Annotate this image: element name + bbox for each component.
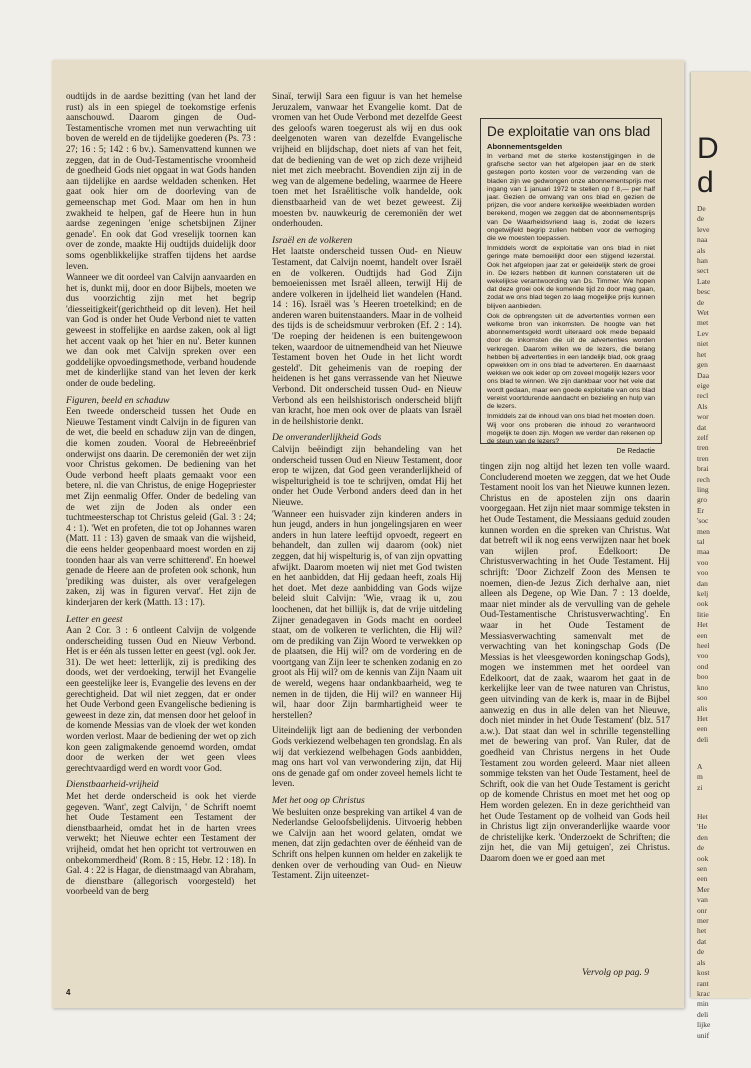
- paragraph: 'Wanneer een huisvader zijn kinderen anders in hun jeugd, anders in hun jongelingsjaren en weer anders in hun latere leeftijd opvoedt, regeert en behandelt, dan zullen wij daarom (ook) niet zeggen, dat hij wispelturig is, of van zijn opvatting afwijkt. Daarom moeten wij niet met God twisten en het aanbidden, dat Hij gedaan heeft, zoals Hij het doet. Met deze aanbidding van Gods wijze beleid sluit Calvijn: 'Wie, vraag ik u, zou loochenen, dat het billijk is, dat de vrije uitdeling Zijner genadegaven in Gods macht en oordeel staat, om de volkeren te verlichten, die Hij wil? om de prediking van Zijn Woord te verwekken op de plaatsen, die Hij wil? om de vordering en de voortgang van Zijn leer te schenken zodanig en zo groot als Hij wil? om de kennis van Zijn Naam uit de wereld, wegens haar ondankbaarheid, weg te nemen in de tijden, die Hij wil? en wanneer Hij wil, haar door Zijn barmhartigheid weer te herstellen?: [272, 509, 462, 721]
- paragraph: oudtijds in de aardse bezitting (van het land der rust) als in een spiegel de toekomstige erfenis aanschouwd. Daarom gingen de Oud-Testamentische vromen met nun verwachting uit boven de wereld en de tijdelijke goederen (Ps. 73 : 27; 16 : 5; 142 : 6 bv.). Samenvattend kunnen we zeggen, dat in de Oud-Testamentische vroomheid de goedheid Gods niet opgaat in wat Gods handen aan tijdelijke en aardse weldaden schenken. Het gaat ook hier om de doorleving van de gemeenschap met God. Maar om hen in hun zwakheid te helpen, gaf de Heere hun in hun aardse zegeningen 'enige schetsbijnen Zijner genade'. En ook dat God vreselijk toornen kan over de zonde, maakte Hij oudtijds duidelijk door soms ogenblikkelijke straffen tijdens het aardse leven.: [66, 92, 256, 272]
- continued-on-page: Vervolg op pag. 9: [582, 968, 650, 978]
- paragraph: Het laatste onderscheid tussen Oud- en Nieuw Testament, dat Calvijn noemt, handelt over Israël en de volkeren. Oudtijds had God Zijn bemoeienissen met Israël alleen, terwijl Hij de andere volkeren in ijdelheid liet wandelen (Hand. 14 : 16). Israël was 's Heeren troetelkind; en de anderen waren buitenstaanders. Maar in de volheid des tijds is de scheidsmuur verbroken (Ef. 2 : 14). 'De roeping der heidenen is een buitengewoon teken, waardoor de uitnemendheid van het Nieuwe Testament boven het Oude in het licht wordt gesteld'. Dit geheimenis van de roeping der heidenen is het gans verrassende van het Nieuwe Verbond. Dit onderscheid tussen Oud- en Nieuw Verbond als een heilshistorisch onderscheid blijft van kracht, hoe men ook over de plaats van Israël in de heilshistorie denkt.: [272, 247, 462, 427]
- paragraph: tingen zijn nog altijd het lezen ten volle waard. Concluderend moeten we zeggen, dat we het Oude Testament nooit los van het Nieuwe kunnen lezen. Christus en de apostelen zijn ons daarin voorgegaan. Het zijn niet maar sommige teksten in het Oude Testament, die Messiaans geduid zouden kunnen worden en die spreken van Christus. Wat dat betreft wil ik nog eens verwijzen naar het boek van wijlen prof. Edelkoort: De Christusverwachting in het Oude Testament. Hij schrijft: 'Door Zichzelf Zoon des Mensen te noemen, dien-de Jezus Zich derhalve aan, niet alleen als Degene, op Wie Dan. 7 : 13 doelde, maar niet minder als de vervulling van de gehele Oud-Testamentische Christusverwachting'. En waar in het Oude Testament de Messiasverwachting samenvalt met de verwachting van het koningschap Gods (De Messias is het vleesgeworden koningschap Gods), mogen we instemmen met het oordeel van Edelkoort, dat de zaak, waarom het gaat in de kerkelijke leer van de twee naturen van Christus, geen uitvinding van de kerk is, maar in de Bijbel aanwezig en dus in alle delen van het Nieuwe, doch niet minder in het Oude Testament' (blz. 517 a.w.). Dat staat dan wel in schrille tegenstelling met de bewering van prof. Van Ruler, dat de goedheid van Christus nergens in het Oude Testament zou worden geleerd. Maar niet alleen sommige teksten van het Oude Testament, heel de Schrift, ook die van het Oude Testament is gericht op de komende Christus en moet met het oog op Hem worden gelezen. En in deze gerichtheid van het Oude Testament op de volheid van Gods heil in Christus ligt zijn onveranderlijke waarde voor de christelijke kerk. 'Onderzoekt de Schriften; die zijn het, die van Mij getuigen', zei Christus. Daarom doen we er goed aan met: [480, 462, 670, 864]
- paragraph: Uiteindelijk ligt aan de bediening der verbonden Gods verkiezend welbehagen ten grondslag. En als wij dat verkiezend welbehagen Gods aanbidden, mag ons hart vol van verwondering zijn, dat Hij ons de genade gaf om onder zoveel hemels licht te leven.: [272, 726, 462, 790]
- paragraph: Calvijn beëindigt zijn behandeling van het onderscheid tussen Oud en Nieuw Testament, door erop te wijzen, dat God geen veranderlijkheid of wispelturigheid is toe te schrijven, omdat Hij het onder het Oude Verbond anders deed dan in het Nieuwe.: [272, 445, 462, 508]
- notice-title: De exploitatie van ons blad: [487, 124, 651, 139]
- notice-paragraph: Ook de opbrengsten uit de advertenties vormen een welkome bron van inkomsten. De hoogte van het abonnementsgeld wordt uiteraard ook mede bepaald door de inkomsten die uit de advertenties worden verkregen. Daarom willen we de lezers, die belang hebben bij advertenties in een landelijk blad, ook graag opwekken om in ons blad te adverteren. En daarnaast wekken we ook ieder op om zoveel mogelijk lezers voor ons blad te winnen. We zijn dankbaar voor het vele dat wordt gedaan, maar een goede exploitatie van ons blad vereist voortdurende aandacht en bezieling en hulp van de lezers.: [487, 312, 655, 411]
- next-page-fragment-bottom: Het 'He den de ook sen een Mer van onr mer het dat de als kost rant krac min deli lijke unif: [697, 812, 711, 1040]
- notice-paragraph: Inmiddels wordt de exploitatie van ons blad in niet geringe mate bemoeilijkt door een stijgend lezerstal. Ook het afgelopen jaar zat er geleidelijk sterk de groei in. De lezers hebben dit kunnen constateren uit de wekelijkse verantwoording van Ds. Timmer. We hopen dat deze groei ook de komende tijd zo door mag gaan, zodat we ons blad tegen zo laag mogelijke prijs kunnen blijven aanbieden.: [487, 245, 655, 310]
- notice-signature: De Redactie: [616, 448, 655, 456]
- article-column-2: [272, 92, 462, 883]
- paragraph: Sinaï, terwijl Sara een figuur is van het hemelse Jeruzalem, vanwaar het Evangelie komt. Dat de vromen van het Oude Verbond met dezelfde Geest des geloofs waren toegerust als wij en dus ook deelgenoten waren van dezelfde Evangelische vrijheid en blijdschap, doet niets af van het feit, dat de bediening van de wet op zich deze vrijheid niet met zich meebracht. Bovendien zijn zij in de weg van de algemene bedeling, waarmee de Heere toen met het Israëlitische volk handelde, ook dienstbaarheid van de wet bezet geweest. Zij moesten bv. nauwkeurig de ceremoniën der wet onderhouden.: [272, 92, 462, 230]
- next-page-heading: D d: [697, 132, 719, 199]
- paragraph: Wanneer we dit oordeel van Calvijn aanvaarden en het is, dunkt mij, door en door Bijbels, moeten we dus voorzichtig zijn met het begrip 'diesseitigkeit'(gerichtheid op dit leven). Het heil van God is onder het Oude Verbond niet te vatten geweest in stoffelijke en aardse zaken, ook al ligt het accent vaak op het 'hier en nu'. Beter kunnen we dan ook met Calvijn spreken over een goddelijke opvoedingsmethode, verband houdende met de kinderlijke stand van het leven der kerk onder de oude bedeling.: [66, 273, 256, 390]
- page-number: 4: [66, 988, 71, 997]
- paragraph: We besluiten onze bespreking van artikel 4 van de Nederlandse Geloofsbelijdenis. Uitvoerig hebben we Calvijn aan het woord gelaten, omdat we menen, dat zijn gedachten over de éénheid van de Schrift ons helpen kunnen om helder en zakelijk te denken over de verhouding van Oud- en Nieuw Testament. Zijn uiteenzet-: [272, 807, 462, 882]
- editorial-notice-box: [480, 118, 662, 456]
- section-heading: Met het oog op Christus: [272, 795, 365, 806]
- paragraph: Met het derde onderscheid is ook het vierde gegeven. 'Want', zegt Calvijn, ' de Schrift noemt het Oude Testament een Testament der dienstbaarheid, omdat het in de harten vrees verwekt; het Nieuwe echter een Testament der vrijheid, omdat het hen opricht tot vertrouwen en onbekommerdheid' (Rom. 8 : 15, Hebr. 12 : 18). In Gal. 4 : 22 is Hagar, de dienstmaagd van Abraham, de dienstbare (allegorisch voorgesteld) het voorbeeld van de berg: [66, 792, 256, 898]
- section-heading: Israël en de volkeren: [272, 234, 353, 246]
- next-page-fragment-top: De de leve naa als han sect Late besc de Wet met Lev niet het gen Daa eige recl Als wor dat zelf tren tren brai rech ling gro Er 'soc men tal maa voo voo dan kelj ook litie Het een heel voo ond boo kno soo alis Het een deli: [697, 204, 711, 744]
- section-heading: Figuren, beeld en schaduw: [66, 394, 170, 406]
- article-column-3: [480, 462, 670, 866]
- notice-paragraph: In verband met de sterke kostenstijgingen in de grafische sector van het afgelopen jaar en de sterk gestegen porto kosten voor de verzending van de bladen zijn we gedwongen onze abonnementsprijs met ingang van 1 januari 1972 te stellen op f 8,— per half jaar. Gezien de omvang van ons blad en gezien de prijzen, die voor andere kerkelijke weekbladen worden berekend, mogen we zeggen dat de abonnementsprijs van De Waarheidsvriend laag is, zodat de lezers ongetwijfeld begrip zullen hebben voor de verhoging die we moesten toepassen.: [487, 153, 655, 243]
- next-page-edge: [691, 72, 751, 1040]
- section-heading: Dienstbaarheid-vrijheid: [66, 779, 159, 791]
- notice-body: [487, 153, 655, 446]
- paragraph: Aan 2 Cor. 3 : 6 ontleent Calvijn de volgende onderscheiding tussen Oud en Nieuw Verbond. Het is er één als tussen letter en geest (vgl. ook Jer. 31). De wet heet: letterlijk, zij is prediking des doods, wet der verdoeking, terwijl het Evangelie een geestelijke leer is, Evangelie des levens en der gerechtigheid. Dat wil niet zeggen, dat er onder het Oude Verbond geen Evangelische bediening is geweest in deze zin, dat mensen door het geloof in de komende Messias van de vloek der wet konden worden verlost. Maar de bediening der wet op zich kon geen zaligmakende genoemd worden, omdat door de werken der wet geen vlees gerechtvaardigd werd en wordt voor God.: [66, 626, 256, 774]
- article-column-1: [66, 92, 256, 899]
- notice-subtitle: Abonnementsgelden: [487, 142, 563, 151]
- notice-paragraph: Inmiddels zal de inhoud van ons blad het moeten doen. Wij voor ons proberen die inhoud zo verantwoord mogelijk te doen zijn. Mogen we verder dan rekenen op de steun van de lezers?: [487, 413, 655, 445]
- next-page-fragment-mid: A m zi: [697, 762, 703, 792]
- paragraph: Een tweede onderscheid tussen het Oude en Nieuwe Testament vindt Calvijn in de figuren van de wet, die beeld en schaduw zijn van de dingen, die komen zouden. Vooral de Hebreeënbrief onderwijst ons daarin. De ceremoniën der wet zijn voor Christus gekomen. De bediening van het Oude verbond heeft plaats gemaakt voor een betere, nl. die van Christus, de enige Hogepriester met Zijn eenmalig Offer. Onder de bedeling van de wet zijn de Joden als onder een tuchtmeesterschap tot Christus geleid (Gal. 3 : 24; 4 : 1). 'Wet en profeten, die tot op Johannes waren (Matt. 11 : 13) gaven de smaak van die wijsheid, die eens helder geopenbaard moest worden en zij toonden haar als van verre schitterend'. En hoewel genade de Heere aan de profeten ook schonk, hun 'prediking was duister, als over verafgelegen zaken, zij was in figuren vervat'. Het zijn de kinderjaren der kerk (Matth. 13 : 17).: [66, 407, 256, 608]
- section-heading: De onveranderlijkheid Gods: [272, 432, 382, 444]
- section-heading: Letter en geest: [66, 613, 123, 625]
